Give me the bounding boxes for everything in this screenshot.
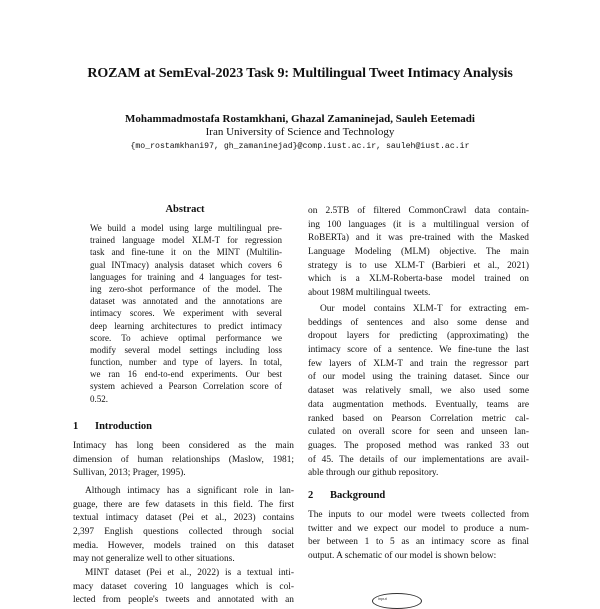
- text-line: intimacy scores. We experiment with several: [90, 308, 282, 319]
- text-line: function, number and type of layers. In total,: [90, 357, 282, 368]
- section-number: 2: [308, 490, 314, 501]
- text-line: ing zero-shot performance of the model. The: [90, 283, 282, 294]
- right-paragraph-2: [308, 303, 529, 481]
- text-line: ranked based on Pearson Correlation metric cal-: [308, 413, 529, 424]
- text-line: culated on overall score for seen and unseen lan-: [308, 427, 529, 438]
- text-line: textual intimacy dataset (Pei et al., 2023) contains: [73, 513, 294, 524]
- text-line: macy dataset covering 10 languages which is col-: [73, 581, 294, 592]
- text-line: Sullivan, 2013; Prager, 1995).: [73, 468, 186, 479]
- text-line: Language Modeling (MLM) objective. The main: [308, 247, 529, 258]
- text-line: languages for training and 4 languages for test-: [90, 271, 282, 282]
- abstract-heading: Abstract: [165, 204, 205, 215]
- background-paragraph-1: [308, 509, 529, 564]
- right-paragraph-1: [308, 205, 529, 301]
- text-line: task and fine-tune it on the MINT (Multilin-: [90, 247, 282, 258]
- text-line: gual INTmacy) analysis dataset which covers 6: [90, 259, 282, 270]
- text-line: RoBERTa) and it was pre-trained with the Masked: [308, 233, 529, 244]
- text-line: twitter and we expect our model to produce a num-: [308, 523, 529, 534]
- model-schematic-input-label: input: [378, 596, 387, 601]
- text-line: guages. The proposed method was ranked 33 out: [308, 440, 529, 451]
- text-line: MINT dataset (Pei et al., 2022) is a textual inti-: [85, 568, 294, 578]
- text-line: dataset was annotated and the annotations are: [90, 296, 282, 307]
- text-line: guage, there are few datasets in this field. The first: [73, 499, 294, 510]
- intro-paragraph-2: [73, 485, 294, 567]
- text-line: The inputs to our model were tweets collected from: [308, 510, 529, 520]
- text-line: dropout layers for predicting (approximating) the: [308, 331, 529, 342]
- paper-affiliation: Iran University of Science and Technology: [205, 126, 395, 138]
- section-heading-background: [308, 490, 529, 501]
- intro-paragraph-3: [73, 567, 294, 608]
- text-line: dimension of human relationships (Maslow, 1981;: [73, 454, 294, 465]
- text-line: We build a model using large multilingual pre-: [90, 223, 282, 233]
- text-line: which is a XLM-Roberta-base model trained on: [308, 274, 529, 285]
- text-line: 2,397 English questions collected through social: [73, 527, 294, 538]
- paper-title: ROZAM at SemEval-2023 Task 9: Multilingual Tweet Intimacy Analysis: [87, 66, 513, 81]
- text-line: score. To achieve optimal performance we: [90, 332, 282, 343]
- text-line: 0.52.: [90, 393, 108, 404]
- text-line: modify several model settings including loss: [90, 344, 282, 355]
- section-title: Background: [330, 490, 386, 501]
- text-line: we ran 16 end-to-end experiments. Our best: [90, 369, 282, 380]
- text-line: ber between 1 to 5 as an intimacy score as final: [308, 537, 529, 548]
- section-number: 1: [73, 421, 79, 432]
- text-line: media. However, models trained on this dataset: [73, 540, 294, 551]
- paper-emails: {mo_rostamkhani97, gh_zamaninejad}@comp.iust.ac.ir, sauleh@iust.ac.ir: [130, 142, 470, 151]
- text-line: trained language model XLM-T for regression: [90, 235, 282, 246]
- text-line: beddings of sentences and also some dense and: [308, 317, 529, 328]
- intro-paragraph-1: [73, 440, 294, 481]
- text-line: able through our github repository.: [308, 468, 439, 479]
- text-line: data augmentation methods. Eventually, teams are: [308, 399, 529, 410]
- text-line: output. A schematic of our model is shown below:: [308, 551, 497, 562]
- paper-authors: Mohammadmostafa Rostamkhani, Ghazal Zamaninejad, Sauleh Eetemadi: [125, 113, 475, 125]
- text-line: of 45. The details of our implementations are avail-: [308, 454, 529, 465]
- text-line: system achieved a Pearson Correlation score of: [90, 381, 282, 392]
- text-line: few layers of XLM-T and train the regressor part: [308, 358, 529, 369]
- abstract-body: [90, 222, 282, 405]
- text-line: deep learning architectures to predict intimacy: [90, 320, 282, 331]
- text-line: Although intimacy has a significant role in lan-: [85, 486, 294, 496]
- text-line: of our model using the training dataset. Since our: [308, 372, 529, 383]
- text-line: lected from people's tweets and annotated with an: [73, 595, 294, 606]
- text-line: may not generalize well to other situations.: [73, 554, 235, 565]
- text-line: intimacy score of a sentence. We fine-tune the last: [308, 345, 529, 356]
- text-line: about 198M multilingual tweets.: [308, 288, 431, 299]
- text-line: Intimacy has long been considered as the main: [73, 441, 294, 451]
- text-line: ing 100 languages (it is a multilingual version of: [308, 219, 529, 230]
- section-title: Introduction: [95, 421, 152, 432]
- text-line: Our model contains XLM-T for extracting em-: [320, 304, 529, 314]
- text-line: dataset was relatively small, we also used some: [308, 386, 529, 397]
- text-line: strategy is to use XLM-T (Barbieri et al., 2021): [308, 260, 529, 271]
- text-line: on 2.5TB of filtered CommonCrawl data contain-: [308, 206, 529, 216]
- section-heading-introduction: [73, 421, 294, 432]
